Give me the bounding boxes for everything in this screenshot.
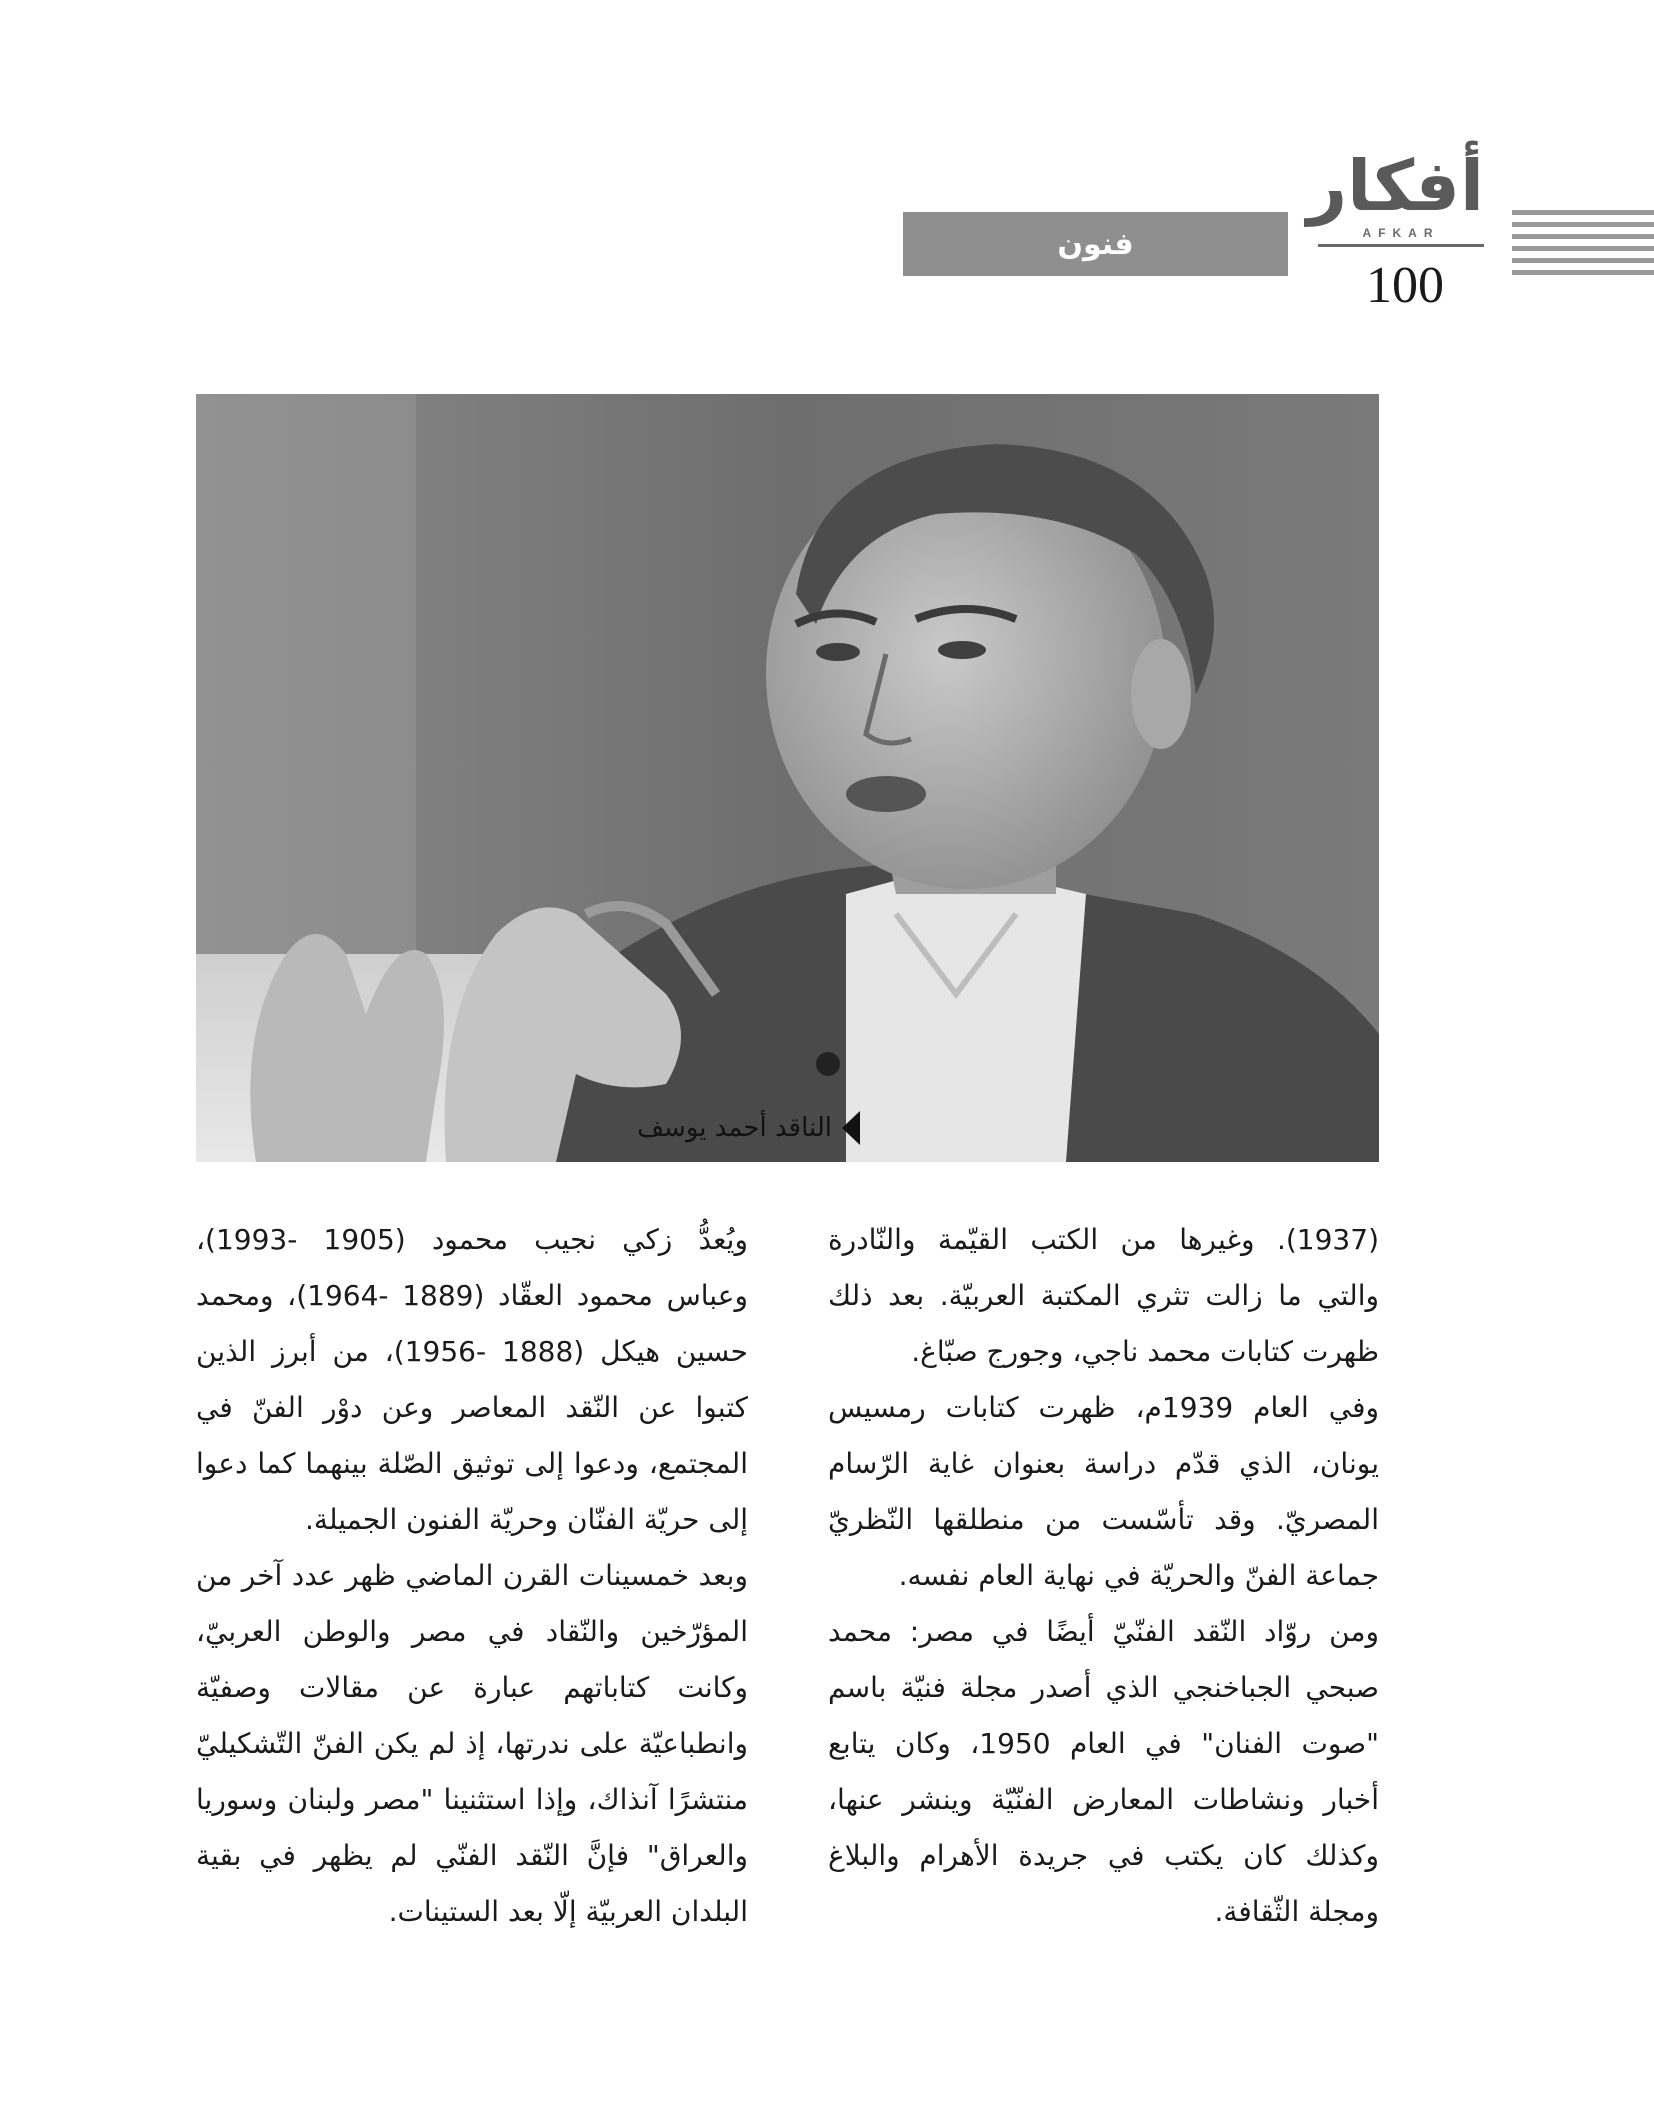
section-label: [903, 212, 1288, 276]
logo-english: AFKAR: [1362, 226, 1440, 240]
caption-text: الناقد أحمد يوسف: [637, 1113, 832, 1143]
portrait-illustration: [196, 394, 1379, 1162]
paragraph: وبعد خمسينات القرن الماضي ظهر عدد آخر من المؤرّخين والنّقاد في مصر والوطن العربيّ، وكانت كتاباتهم عبارة عن مقالات وصفيّة وانطباعيّة على ندرتها، إذ لم يكن الفنّ التّشكيليّ منتشرًا آنذاك، وإذا استثنينا "مصر ولبنان وسوريا والعراق" فإنَّ النّقد الفنّي لم يظهر في بقية البلدان العربيّة إلّا بعد الستينات.: [196, 1559, 748, 1928]
logo-arabic: أفكار: [1306, 145, 1484, 227]
article-column-right: [828, 1212, 1379, 1940]
page-number: 100: [1366, 257, 1444, 314]
photo-caption: [637, 1111, 860, 1145]
magazine-logo: [1306, 145, 1484, 250]
article-column-left: [196, 1212, 748, 1940]
paragraph: ويُعدُّ زكي نجيب محمود (1905 -1993)، وعباس محمود العقّاد (1889 -1964)، ومحمد حسين هيكل (1888 -1956)، من أبرز الذين كتبوا عن النّقد المعاصر وعن دوْر الفنّ في المجتمع، ودعوا إلى توثيق الصّلة بينهما كما دعوا إلى حريّة الفنّان وحريّة الفنون الجميلة.: [196, 1223, 748, 1536]
paragraph: ومن روّاد النّقد الفنّيّ أيضًا في مصر: محمد صبحي الجباخنجي الذي أصدر مجلة فنيّة باسم "صوت الفنان" في العام 1950، وكان يتابع أخبار ونشاطات المعارض الفنّيّة وينشر عنها، وكذلك كان يكتب في جريدة الأهرام والبلاغ ومجلة الثّقافة.: [828, 1615, 1379, 1928]
section-title: فنون: [1057, 226, 1134, 262]
critic-photo: [196, 394, 1379, 1162]
paragraph: (1937). وغيرها من الكتب القيّمة والنّادرة والتي ما زالت تثري المكتبة العربيّة. بعد ذلك ظهرت كتابات محمد ناجي، وجورج صبّاغ.: [828, 1223, 1379, 1368]
paragraph: وفي العام 1939م، ظهرت كتابات رمسيس يونان، الذي قدّم دراسة بعنوان غاية الرّسام المصريّ. وقد تأسّست من منطلقها النّظريّ جماعة الفنّ والحريّة في نهاية العام نفسه.: [828, 1391, 1379, 1592]
logo-rule: [1318, 244, 1484, 247]
caption-arrow-icon: [842, 1111, 860, 1145]
decorative-stripes: [1512, 210, 1654, 282]
